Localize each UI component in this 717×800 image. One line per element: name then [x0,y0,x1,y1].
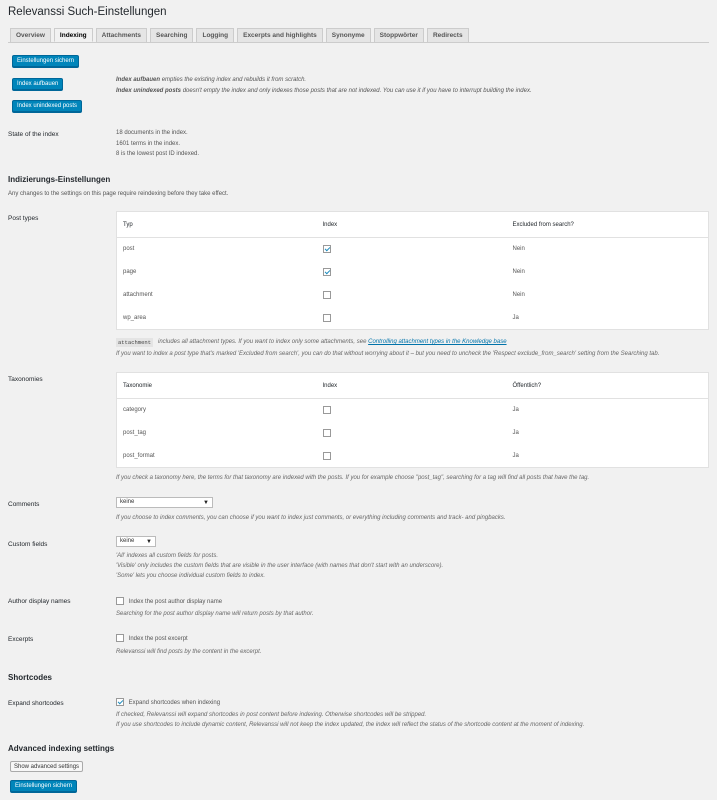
page-title: Relevanssi Such-Einstellungen [8,6,167,18]
expand-shortcodes-checkbox[interactable] [116,698,124,706]
build-index-button[interactable]: Index aufbauen [12,78,63,90]
shortcodes-heading: Shortcodes [8,673,53,682]
advanced-indexing-heading: Advanced indexing settings [8,744,115,753]
comments-label: Comments [8,501,40,508]
index-documents-count: 18 documents in the index. [116,130,188,136]
taxonomy-name: category [123,407,147,414]
column-header-excluded: Excluded from search? [507,212,709,238]
knowledge-base-link[interactable]: Controlling attachment types in the Knowledge base [368,339,507,345]
attachment-note: includes all attachment types. If you want to index only some attachments, see Controlling attachment types in the Knowledge base [158,339,507,345]
build-description: Index aufbauen empties the existing index and rebuilds it from scratch. [116,77,307,83]
excluded-value: Nein [512,269,525,275]
excluded-value: Nein [512,246,525,253]
author-checkbox-row: Index the post author display name [116,597,222,605]
custom-fields-label: Custom fields [8,541,48,548]
tab-logging[interactable]: Logging [196,28,234,42]
tab-searching[interactable]: Searching [150,28,193,42]
chevron-down-icon: ▼ [146,539,152,545]
custom-fields-note-visible: 'Visible' only includes the custom fields that are visible in the user interface (with names that don't start with an underscore). [116,563,444,569]
column-header-type: Typ [117,212,317,238]
post-types-table [116,211,709,330]
post-type-name: page [123,269,137,275]
tab-stopwords[interactable]: Stoppwörter [374,28,424,42]
shortcodes-checkbox-row: Expand shortcodes when indexing [116,698,220,706]
table-row [117,261,709,284]
comments-select[interactable]: keine ▼ [116,497,213,508]
table-row [117,422,709,445]
tab-bar [10,28,469,42]
index-excerpt-checkbox[interactable] [116,634,124,642]
tab-excerpts[interactable]: Excerpts and highlights [237,28,323,42]
show-advanced-settings-button[interactable]: Show advanced settings [10,761,83,772]
save-settings-bottom-button[interactable]: Einstellungen sichern [10,780,77,792]
excluded-post-type-note: If you want to index a post type that's marked 'Excluded from search', you can do that without worrying about it – but you need to uncheck the 'Respect exclude_from_search' setting from the Searching tab. [116,351,660,357]
tab-attachments[interactable]: Attachments [96,28,147,42]
taxonomies-label: Taxonomies [8,376,43,383]
custom-fields-select[interactable]: keine ▼ [116,536,156,547]
table-row [117,445,709,468]
excerpts-label: Excerpts [8,636,34,643]
index-attachment-checkbox[interactable] [323,291,331,299]
tab-redirects[interactable]: Redirects [427,28,469,42]
tab-divider [8,42,709,43]
taxonomy-note: If you check a taxonomy here, the terms for that taxonomy are indexed with the posts. If you for example choose "post_tag", searching for a tag will find all posts that have the tag. [116,475,590,481]
post-type-name: wp_area [123,314,147,321]
column-header-index: Index [317,373,507,399]
index-page-checkbox[interactable] [323,268,331,276]
post-type-name: attachment [123,292,153,298]
column-header-taxonomy: Taxonomie [117,373,317,399]
tab-overview[interactable]: Overview [10,28,51,42]
chevron-down-icon: ▼ [203,500,209,506]
author-display-names-label: Author display names [8,598,71,605]
shortcodes-note-dynamic: If you use shortcodes to include dynamic content, Relevanssi will not keep the index updated, the index will reflect the status of the shortcode content at the moment of indexing. [116,722,585,728]
taxonomy-name: post_tag [123,430,147,436]
table-row [117,399,709,422]
table-row [117,307,709,330]
index-post-checkbox[interactable] [323,245,331,253]
index-state-label: State of the index [8,131,59,138]
post-type-name: post [123,246,135,253]
excluded-value: Ja [512,314,519,321]
public-value: Ja [512,452,519,459]
public-value: Ja [512,430,519,436]
index-unindexed-button[interactable]: Index unindexed posts [12,100,82,112]
save-settings-button[interactable]: Einstellungen sichern [12,55,79,67]
custom-fields-note-all: 'All' indexes all custom fields for posts. [116,553,218,559]
table-row [117,284,709,307]
index-author-checkbox[interactable] [116,597,124,605]
column-header-index: Index [317,212,507,238]
shortcodes-note-expand: If checked, Relevanssi will expand shortcodes in post content before indexing. Otherwise shortcodes will be stripped. [116,712,427,718]
index-wp-area-checkbox[interactable] [323,314,331,322]
table-row [117,238,709,261]
index-post-format-checkbox[interactable] [323,452,331,460]
tab-synonyms[interactable]: Synonyme [326,28,371,42]
lowest-post-id: 8 is the lowest post ID indexed. [116,151,200,157]
custom-fields-note-some: 'Some' lets you choose individual custom fields to index. [116,573,266,579]
author-note: Searching for the post author display name will return posts by that author. [116,611,314,617]
unindexed-description: Index unindexed posts doesn't empty the index and only indexes those posts that are not indexed. You can use it if you have to interrupt building the index. [116,88,532,94]
index-post-tag-checkbox[interactable] [323,429,331,437]
index-terms-count: 1601 terms in the index. [116,141,181,147]
indexing-settings-heading: Indizierungs-Einstellungen [8,175,111,184]
comments-note: If you choose to index comments, you can choose if you want to index just comments, or everything including comments and track- and pingbacks. [116,515,506,521]
post-types-label: Post types [8,215,39,222]
taxonomy-name: post_format [123,452,155,459]
attachment-code: attachment [118,339,152,346]
taxonomies-table [116,372,709,468]
column-header-public: Öffentlich? [507,373,709,399]
reindex-notice: Any changes to the settings on this page require reindexing before they take effect. [8,191,229,197]
excluded-value: Nein [512,292,525,298]
excerpt-checkbox-row: Index the post excerpt [116,634,188,642]
index-category-checkbox[interactable] [323,406,331,414]
public-value: Ja [512,407,519,414]
expand-shortcodes-label: Expand shortcodes [8,700,64,707]
tab-indexing[interactable]: Indexing [54,28,93,42]
excerpts-note: Relevanssi will find posts by the content in the excerpt. [116,649,262,655]
